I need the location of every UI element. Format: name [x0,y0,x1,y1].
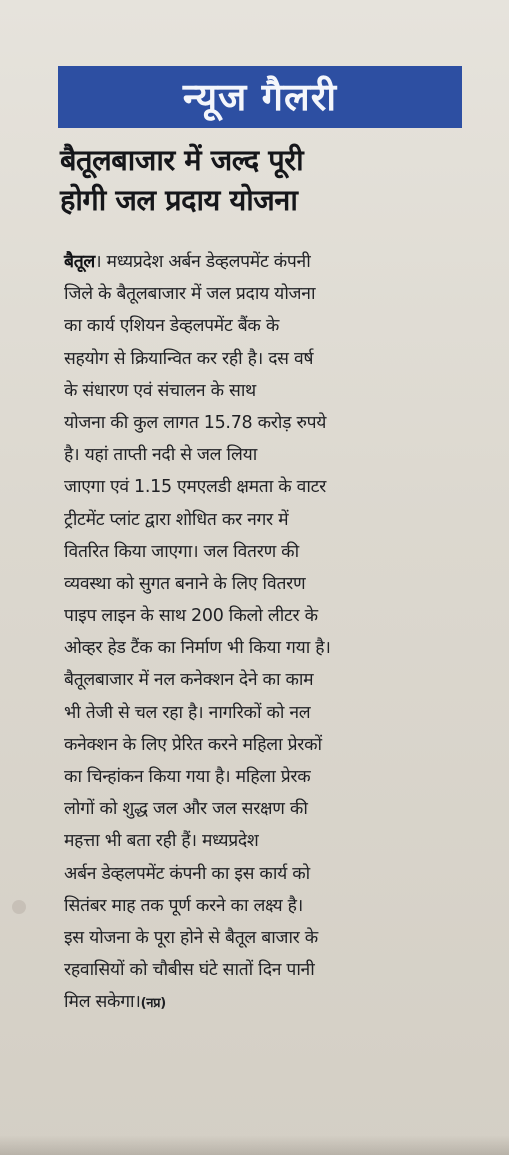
body-line: के संधारण एवं संचालन के साथ [64,380,256,401]
news-credit: (नप्र) [140,996,166,1012]
body-line: लोगों को शुद्ध जल और जल सरक्षण की [64,799,308,820]
body-line [64,246,484,278]
body-line: का चिन्हांकन किया गया है। महिला प्रेरक [64,767,311,787]
article-headline [60,140,470,220]
body-line: है। यहां ताप्ती नदी से जल लिया [64,445,257,466]
body-line: योजना की कुल लागत 15.78 करोड़ रुपये [64,412,327,433]
dateline: बैतूल [64,252,95,272]
body-line: जिले के बैतूलबाजार में जल प्रदाय योजना [64,284,316,305]
body-line: भी तेजी से चल रहा है। नागरिकों को नल [64,702,311,723]
body-line: बैतूलबाजार में नल कनेक्शन देने का काम [64,670,314,691]
paper-smudge [12,900,26,914]
body-line: वितरित किया जाएगा। जल वितरण की [64,541,299,562]
body-line: अर्बन डेव्हलपमेंट कंपनी का इस कार्य को [64,863,310,884]
first-line-text: । मध्यप्रदेश अर्बन डेव्हलपमेंट कंपनी [94,252,311,272]
body-line: रहवासियों को चौबीस घंटे सातों दिन पानी [64,960,315,981]
body-line: कनेक्शन के लिए प्रेरित करने महिला प्रेरकों [64,734,322,755]
section-title: न्यूज गैलरी [182,75,338,119]
last-line-text: मिल सकेगा। [64,992,141,1013]
body-line-last [64,986,484,1018]
page-shadow [0,1135,509,1155]
body-line: ओव्हर हेड टैंक का निर्माण भी किया गया है। [64,638,331,659]
body-line: पाइप लाइन के साथ 200 किलो लीटर के [64,606,318,627]
body-line: महत्ता भी बता रही हैं। मध्यप्रदेश [64,831,259,852]
body-line: जाएगा एवं 1.15 एमएलडी क्षमता के वाटर [64,477,327,498]
body-line: व्यवस्था को सुगत बनाने के लिए वितरण [64,573,306,594]
body-line: का कार्य एशियन डेव्हलपमेंट बैंक के [64,316,279,337]
body-line: सहयोग से क्रियान्वित कर रही है। दस वर्ष [64,348,314,369]
section-banner [58,66,462,128]
article-body [64,246,484,1019]
body-line: ट्रीटमेंट प्लांट द्वारा शोधित कर नगर में [64,509,289,530]
body-line: इस योजना के पूरा होने से बैतूल बाजार के [64,927,318,948]
headline-line-1: बैतूलबाजार में जल्द पूरी [60,143,304,177]
headline-line-2: होगी जल प्रदाय योजना [60,183,298,217]
body-line: सितंबर माह तक पूर्ण करने का लक्ष्य है। [64,895,303,916]
